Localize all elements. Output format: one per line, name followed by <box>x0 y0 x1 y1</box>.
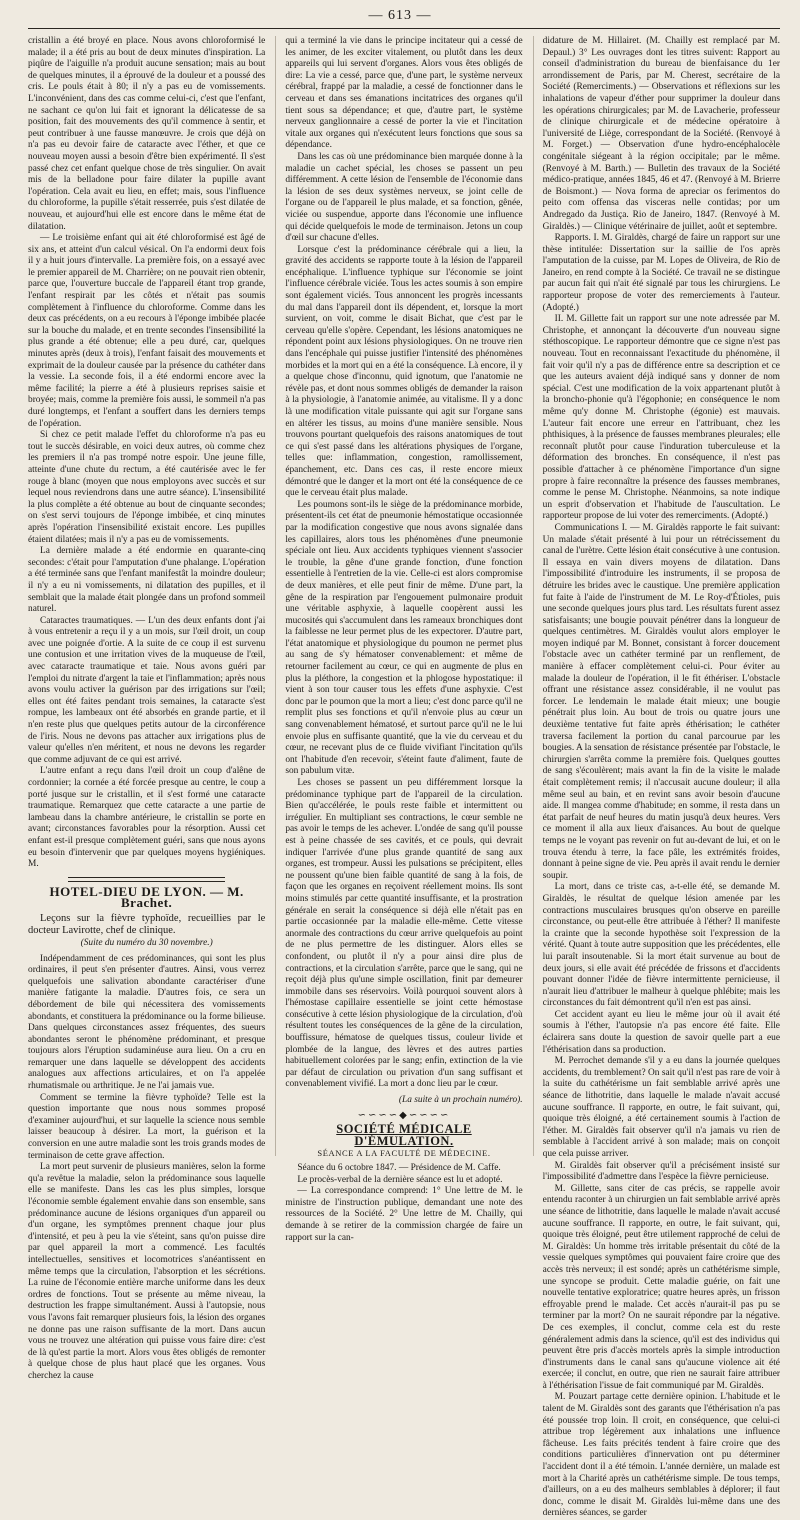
column-3 <box>533 36 780 1519</box>
paragraph: Communications I. — M. Giraldès rapporte le fait suivant: Un malade s'était présenté à lui pour un rétrécissement du canal de l'urètre. Cette lésion était consécutive à une contusion. Il essaya en vain divers moyens de dilatation. Dans l'impossibilité d'introduire les instruments, il se proposa de détruire les brides avec le caustique. Une première application fut faite à l'aide de l'instrument de M. Le Roy-d'Étioles, puis une seconde quelques jours plus tard. Les résultats furent assez satisfaisants; une bougie pouvait pénétrer dans la longueur de quelques centimètres. M. Giraldès voulut alors employer le moyen indiqué par M. Bonnet, consistant à forcer doucement l'obstacle avec un cathéter terminé par un renflement, de manière à effacer complètement celui-ci. Pour éviter au malade la douleur de l'opération, il le fit éthériser. L'obstacle offrant une résistance assez considérable, il ne voulut pas forcer. Le lendemain le malade était mieux; une bougie pénétrait plus loin. Au bout de trois ou quatre jours une deuxième tentative fut faite après éthérisation; le cathéter traversa facilement la portion du canal parcourue par les bougies. A la sensation de résistance présentée par l'obstacle, le chirurgien s'arrêta comme la première fois. Quelques gouttes de sang s'écoulèrent; mais avant la fin de la visite le malade était complètement remis; il n'accusait aucune douleur; il alla même seul au bain, et en revint sans avoir besoin d'aucune aide. Il mangea comme d'habitude; en somme, il resta dans un état parfait de neuf heures du matin jusqu'à deux heures. Vers ce moment il alla aux lieux d'aisances. Au bout de quelque temps ne le voyant pas revenir on fut au-devant de lui, et on le trouva étendu à terre, la face pâle, les extrémités froides, donnant à peine signe de vie. Peu après il avait rendu le dernier soupir. <box>542 522 780 881</box>
paragraph: L'autre enfant a reçu dans l'œil droit un coup d'alêne de cordonnier; la cornée a été forcée presque au centre, le coup a porté jusque sur le cristallin, et il s'est formé une cataracte traumatique. Remarquez que cette cataracte a une partie de lambeau dans la chambre antérieure, le cristallin se porte en avant; circonstances favorables pour la résorption. Aussi cet enfant est-il presque complètement guéri, sans que nous ayons eu besoin d'intervenir que par quelques moyens hygiéniques. M. <box>28 766 266 870</box>
paragraph: Dans les cas où une prédominance bien marquée donne à la maladie un cachet spécial, les choses se passent un peu différemment. A cette lésion de l'ensemble de l'économie dans la lésion de ses deux systèmes nerveux, se joint celle de l'organe ou de l'appareil le plus malade, et sa fonction, gênée, viciée ou suspendue, apporte dans l'économie une influence qui décide quelquefois le mode de terminaison. Jetons un coup d'œil sur chacune d'elles. <box>285 151 523 244</box>
ornament-divider: ∽∽∽∽◆∽∽∽∽ <box>357 1109 451 1121</box>
paragraph: II. M. Gillette fait un rapport sur une note adressée par M. Christophe, et annonçant la découverte d'un nouveau signe stéthoscopique. Le rapporteur démontre que ce signe n'est pas nouveau. Tout en reconnaissant l'exactitude du phénomène, il fait voir qu'il n'y a pas de différence entre sa description et ce que les auteurs avaient déjà indiqué sans y donner de nom spécial. C'est une modification de la voix appartenant plutôt à la broncho-phonie qu'à l'égophonie; en conséquence le nom même qu'y donne M. Christophe (égonie) est mauvais. L'auteur fait encore une erreur en l'attribuant, chez les phthisiques, à la présence de fausses membranes pleurales; elle reconnaît plutôt pour cause l'induration tuberculeuse et la déformation des bronches. En conséquence, il n'est pas possible d'attacher à ce phénomène l'importance d'un signe propre à faire reconnaître la présence des fausses membranes, comme le pense M. Christophe. Néanmoins, sa note indique un esprit d'observation et l'habitude de l'auscultation. Le rapporteur propose de lui voter des remerciments. (Adopté.) <box>542 314 780 522</box>
paragraph: Comment se termine la fièvre typhoïde? Telle est la question importante que nous nous sommes proposé d'examiner aujourd'hui, et sur laquelle la science nous semble laisser beaucoup à désirer. La mort, la guérison et la conversion en une autre maladie sont les trois grands modes de terminaison de cette grave affection. <box>28 1092 266 1161</box>
top-rule <box>28 28 780 29</box>
text-columns <box>28 36 780 1519</box>
page-number: — 613 — <box>368 8 432 23</box>
paragraph: Lorsque c'est la prédominance cérébrale qui a lieu, la gravité des accidents se rapporte toute à la lésion de l'appareil encéphalique. L'influence typhique sur l'économie se joint l'influence cérébrale viciée. Tous les actes soumis à son empire sont également viciés. Tous annoncent les progrès incessants du mal dans l'appareil dont ils dépendent, et, lorsque la mort survient, on voit, comme le disait Bichat, que c'est par le cerveau qu'elle s'opère. Cependant, les lésions anatomiques ne répondent point aux lésions physiologiques. On ne trouve rien dans l'encéphale qui puisse justifier l'intensité des phénomènes morbides et la mort qui en a été la conséquence. Là encore, il y a quelque chose d'inconnu, quid ignotum, que l'anatomie ne révèle pas, et dont nous sommes obligés de demander la raison à la physiologie, à l'anatomie animée, au vitalisme. Il y a donc là une modification vitale puissante qui agit sur l'organe sans en altérer les tissus, au moins d'une manière sensible. Nous trouvons pourtant quelquefois des raisons anatomiques de tout ce qui s'est passé dans les altérations physiques de l'organe, telles que: inflammation, congestion, ramollissement, épanchement, etc. Dans ces cas, il reste encore mieux démontré que le danger et la mort ont été la conséquence de ce que le cerveau était plus malade. <box>285 244 523 499</box>
society-subtitle: SÉANCE A LA FACULTÉ DE MÉDECINE. <box>317 1148 491 1159</box>
paragraph: La mort peut survenir de plusieurs manières, selon la forme qu'a revêtue la maladie, selon la prédominance sous laquelle elle se manifeste. Dans les cas les plus simples, lorsque l'économie semble également envahie dans son ensemble, sans prédominance aucune de lésions organiques d'un appareil ou d'un organe, les symptômes prennent chaque jour plus d'intensité, et peu à peu la vie s'éteint, sans qu'on puisse dire par quel appareil la mort a commencé. Les facultés intellectuelles, sensitives et locomotrices s'anéantissent en même temps que la circulation, l'absorption et les sécrétions. La ruine de l'économie entière marche uniforme dans les deux ordres de fonctions. Tout se présente au même niveau, la destruction les frappe simultanément. Aussi à l'autopsie, nous vous l'avons fait remarquer plusieurs fois, la lésion des organes ne donne pas une raison suffisante de la mort. Dans aucun vous ne trouvez une altération qui puisse vous faire dire: c'est de là qu'est partie la mort. Alors vous êtes obligés de remonter à quelque chose de plus haut placé que les organes. Vous cherchez la cause <box>28 1162 266 1381</box>
paragraph: Les choses se passent un peu différemment lorsque la prédominance typhique part de l'appareil de la circulation. Bien qu'accélérée, le pouls reste faible et intermittent ou irrégulier. En multipliant ses contractions, le cœur semble ne pas avoir le temps de les achever. L'ondée de sang qu'il pousse est à peine chassée de ses cavités, et ce pouls, qui devrait indiquer l'arrivée d'une plus grande quantité de sang aux organes, est trompeur. Aussi les pulsations se précipitent, elles ne poussent qu'une bien faible quantité de sang à la fois, de façon que les organes en reçoivent réellement moins. Ils sont moins stimulés par cette quantité insuffisante, et la prostration générale en serait la conséquence si déjà elle n'était pas en partie occasionnée par la maladie elle-même. Cette vitesse anormale des contractions du cœur arrive quelquefois au point de ne plus permettre de les distinguer. Alors elles se confondent, ou plutôt il n'y a pour ainsi dire plus de contractions, et la circulation s'arrête, parce que le sang, qui ne reçoit déjà plus qu'une simple oscillation, finit par demeurer immobile dans ses réservoirs. Voilà pourquoi souvent alors à l'hémostase capillaire essentielle se joint cette hémostase consécutive à cette lésion physiologique de la circulation, d'où résultent toutes les conséquences de la gêne de la circulation, bouffissure, hématose de quelques tissus, couleur livide et plombée de la langue, des lèvres et des autres parties habituellement colorées par le sang; enfin, extinction de la vie par défaut de circulation ou privation d'un sang suffisant et convenablement vivifié. La mort a donc lieu par le cœur. <box>285 778 523 1090</box>
hospital-title: HOTEL-DIEU DE LYON. — M. Brachet. <box>49 883 244 911</box>
paragraph: — Le troisième enfant qui ait été chloroformisé est âgé de six ans, et atteint d'un calcul vésical. On l'a endormi deux fois il y a huit jours d'intervalle. La première fois, on a essayé avec le premier appareil de M. Charrière; on ne pouvait rien obtenir, parce que, l'ouverture buccale de l'appareil étant trop grande, l'enfant respirait par les côtés et n'était pas soumis complètement à l'influence du chloroforme. Comme dans les deux cas précédents, on a eu recours à l'éponge imbibée placée sur la bouche du malade, et en trente secondes l'insensibilité la plus grande a été obtenue; elle a peu duré, car, quelques minutes après (deux à trois), l'enfant faisait des mouvements et exprimait de la douleur causée par la présence du cathéter dans la vessie. La seconde fois, il a été endormi encore avec la même facilité; la pierre a été à plusieurs reprises saisie et broyée; mais, comme la première fois aussi, le sommeil n'a pas duré longtemps, et l'enfant a souffert dans les derniers temps de l'opération. <box>28 233 266 429</box>
column-2 <box>275 36 523 1243</box>
paragraph: Les poumons sont-ils le siège de la prédominance morbide, présentent-ils cet état de pneumonie hémostatique occasionnée par la modification congestive que nous avons signalée dans les capillaires, alors tous les phénomènes d'une pneumonie spéciale ont lieu. Aux accidents typhiques viennent s'associer le trouble, la gêne d'une grande fonction, d'une fonction essentielle à l'entretien de la vie. Celle-ci est alors compromise de deux manières, et elle peut finir de même. D'une part, la gêne de la respiration par l'engouement pulmonaire produit une véritable asphyxie, à laquelle coopèrent aussi les mucosités qui s'accumulent dans les rameaux bronchiques dont la faiblesse ne leur permet plus de les expectorer. D'autre part, l'état anatomique et physiologique du poumon ne permet plus au sang de s'y hématoser convenablement: et même de retourner facilement au cœur, ce qui en augmente de plus en plus la pléthore, la congestion et la phlogose hypostatique: il vient à son tour causer tous les effets d'une asphyxie. C'est donc par le poumon que la mort a lieu; c'est donc parce qu'il ne remplit plus ses fonctions et qu'il n'envoie plus au cœur un sang convenablement hématosé, et surtout parce qu'il ne le lui envoie plus en suffisante quantité, que la vie du cerveau et du cœur, ne recevant plus de ce fluide vivifiant l'incitation qu'ils ont l'habitude d'en recevoir, s'éteint faute d'aliment, faute de son pabulum vitæ. <box>285 499 523 777</box>
paragraph: Si chez ce petit malade l'effet du chloroforme n'a pas eu tout le succès désirable, en voici deux autres, où comme chez les premiers il n'a pas trompé notre espoir. Une jeune fille, atteinte d'une chute du rectum, a été cautérisée avec le fer rouge à blanc (moyen que nous employons avec succès et sur lequel nous reviendrons dans une autre séance). L'insensibilité la plus complète a été obtenue au bout de cinquante secondes; on s'est servi toujours de l'éponge imbibée, et cinq minutes après l'opération l'insensibilité existait encore. Les pupilles étaient dilatées; mais il n'y a pas eu de vomissements. <box>28 430 266 545</box>
paragraph: Cet accident ayant eu lieu le même jour où il avait été soumis à l'éther, l'autopsie n'a pas encore été faite. Elle éclairera sans doute la question de savoir quelle part a eue l'éthérisation dans sa production. <box>542 1009 780 1055</box>
paragraph: Rapports. I. M. Giraldès, chargé de faire un rapport sur une thèse intitulée: Dissertation sur la saillie de l'os après l'amputation de la cuisse, par M. Lopes de Oliveira, de Rio de Janeiro, en rend compte à la Société. Ce travail ne se distingue par aucun fait qui n'ait été signalé par tous les chirurgiens. Le rapporteur propose de voter des remerciements à l'auteur. (Adopté.) <box>542 233 780 313</box>
paragraph: Cataractes traumatiques. — L'un des deux enfants dont j'ai à vous entretenir a reçu il y a un mois, sur l'œil droit, un coup avec une poignée d'ortie. A la suite de ce coup il est survenu une contusion et une irritation vives de la muqueuse de l'œil, avec cataracte traumatique et taie. Nous avons guéri par l'emploi du nitrate d'argent la taie et l'inflammation; après nous avons voulu activer la guérison par des irrigations sur l'œil; elles ont été faites pendant trois semaines, la cataracte s'est rompue, les lambeaux ont été absorbés en grande partie, et il n'en reste plus que quelques petits autour de la circonférence de l'iris. Nous ne devons pas attacher aux irrigations plus de valeur qu'elles n'en méritent, et nous ne devons les regarder que comme adjuvant de ce qui est arrivé. <box>28 615 266 765</box>
paragraph: qui a terminé la vie dans le principe incitateur qui a cessé de les animer, de les exciter vitalement, ou plutôt dans les deux appareils qui lui servent d'organes. Alors vous êtes obligés de dire: La vie a cessé, parce que, d'une part, le système nerveux cérébral, frappé par la maladie, a cessé de fonctionner dans le cerveau et dans ses émanations incitatrices des organes qu'il tient sous sa dépendance; et que, d'autre part, le système nerveux ganglionnaire a cessé de porter la vie et l'incitation vitale aux organes qui n'exécutent leurs fonctions que sous sa dépendance. <box>285 36 523 151</box>
paragraph: M. Giraldès fait observer qu'il a précisément insisté sur l'impossibilité d'admettre dans l'espèce la fièvre pernicieuse. <box>542 1160 780 1183</box>
seance-line: Séance du 6 octobre 1847. — Présidence de M. Caffe. <box>297 1163 501 1173</box>
section-divider <box>68 877 225 882</box>
lecture-title: Leçons sur la fièvre typhoïde, recueillies par le docteur Lavirotte, chef de clinique. <box>28 912 266 936</box>
paragraph: M. Gillette, sans citer de cas précis, se rappelle avoir entendu raconter à un chirurgien un fait semblable arrivé après une séance de lithotritie, dans laquelle le malade n'avait accusé aucune souffrance. Il rapporte, en outre, le fait suivant, qui, quoique très éloigné, peut être utilement rapproché de celui de M. Giraldès: Un homme très irritable présentait du côté de la vessie quelques symptômes qui pouvaient faire croire que des accès très nerveux; il est sondé; après un cathétérisme simple, une syncope se produit. Cette maladie guérie, on fait une nouvelle tentative exploratrice; quatre heures après, un frisson effroyable prend le malade. Cet accès n'aurait-il pas pu se terminer par la mort? On ne saurait répondre par la négative. De ces exemples, il conclut, comme cela est du reste généralement admis dans la science, qu'il est des individus qui peuvent être pris d'accès mortels après la simple introduction d'instruments dans le canal sans qu'aucune violence ait été exercée; il conclut, en outre, que rien ne saurait faire attribuer à l'éthérisation l'issue de fait communiqué par M. Giraldès. <box>542 1183 780 1391</box>
paragraph: Indépendamment de ces prédominances, qui sont les plus ordinaires, il peut s'en présenter d'autres. Ainsi, vous verrez quelquefois une salivation abondante caractériser d'une manière fatigante la maladie. D'autres fois, ce sera un débordement de bile qui nécessitera des vomissements abondants, et constituera la prédominance ou la forme bilieuse. Dans quelques circonstances assez fréquentes, des sueurs abondantes seront le phénomène prédominant, et presque toujours alors l'éruption sudaminéuse aura lieu. On a cru en remarquer une dans laquelle se développent des accidents analogues aux affections articulaires, et on l'a appelée rhumatismale ou arthritique. Je ne l'ai jamais vue. <box>28 953 266 1092</box>
paragraph: — La correspondance comprend: 1° Une lettre de M. le ministre de l'instruction publique, demandant une note des ressources de la Société. 2° Une lettre de M. Chailly, qui demande à se retirer de la commission chargée de faire un rapport sur la can- <box>285 1186 523 1243</box>
paragraph: M. Pouzart partage cette dernière opinion. L'habitude et le talent de M. Giraldès sont des garants que l'éthérisation n'a pas été poussée trop loin. Il croit, en conséquence, que celui-ci attribue trop légèrement aux inhalations une influence fâcheuse. Les faits précités tendent à faire croire que des conditions particulières d'innervation ont pu déterminer l'accident dont il a été témoin. L'année dernière, un malade est mort à la Charité après un cathétérisme simple. De tous temps, d'ailleurs, on a eu des malheurs semblables à déplorer; il faut donc, comme le disait M. Giraldès lui-même dans une des dernières séances, se garder <box>542 1392 780 1519</box>
paragraph: didature de M. Hillairet. (M. Chailly est remplacé par M. Depaul.) 3° Les ouvrages dont les titres suivent: Rapport au conseil d'administration du bureau de bienfaisance du 1er arrondissement de Paris, par M. Cherest, secrétaire de la Société (Remerciments.) — Observations et réflexions sur les inhalations de vapeur d'éther pour supprimer la douleur dans les opérations chirurgicales; par M. de Lavacherie, professeur de clinique chirurgicale et de médecine opératoire à l'université de Liège, correspondant de la Société. (Renvoyé à M. Forget.) — Observation d'une hydro-encéphalocèle congénitale siégeant à la région occipitale; par le même. (Renvoyé à M. Barth.) — Bulletin des travaux de la Société médico-pratique, années 1845, 46 et 47. (Renvoyé à M. Brierre de Boismont.) — Nova forma de apreciar os ferimentos do peito com offensa das visceras nelle contidas; por um Andregado da Justiça. Rio de Janeiro, 1847. (Renvoyé à M. Giraldès.) — Clinique vétérinaire de juillet, août et septembre. <box>542 36 780 232</box>
paragraph: cristallin a été broyé en place. Nous avons chloroformisé le malade; il a été pris au bout de deux minutes d'inspiration. La piqûre de l'aiguille n'a produit aucune sensation; mais au bout de quelques minutes, il a éprouvé de la douleur et a poussé des cris. Le pouls était à 80; il n'y a pas eu de vomissements. L'inconvénient, dans des cas comme celui-ci, c'est que l'enfant, ne sachant ce qu'on lui fait et ignorant la délicatesse de sa position, fait des mouvements des qu'il commence à sentir, et peut contribuer à une fausse manœuvre. Je crois que déjà on n'a pas eu devoir faire de cataracte avec l'éther, et que ce nouveau moyen aussi a besoin d'être bien expérimenté. Il s'est passé chez cet enfant quelque chose de très singulier. On avait mis de la belladone pour faire dilater la pupille avant l'opération. Cela avait eu lieu, en effet; mais, sous l'influence du chloroforme, la pupille s'était resserrée, puis s'est dilatée de nouveau, et aujourd'hui elle est encore dans le même état de dilatation. <box>28 36 266 232</box>
society-title: SOCIÉTÉ MÉDICALE D'ÉMULATION. <box>336 1122 472 1148</box>
continued-note: (Suite du numéro du 30 novembre.) <box>80 937 213 948</box>
paragraph: La dernière malade a été endormie en quarante-cinq secondes: c'était pour l'amputation d'une phalange. L'opération a été terminée sans que l'enfant manifestât la moindre douleur; il n'y a eu ni vomissements, ni dilatation des pupilles, et il semblait que la malade était plongée dans un profond sommeil naturel. <box>28 546 266 615</box>
paragraph: M. Perrochet demande s'il y a eu dans la journée quelques accidents, du tremblement? On sait qu'il n'est pas rare de voir à la suite du cathétérisme un fait semblable arrivé après une séance de lithotritie, dans laquelle le malade n'avait accusé aucune souffrance. Il rapporte, en outre, le fait suivant, qui, quoique très éloigné, a été certainement soumis à l'action de l'éther. M. Giraldès fait observer qu'il n'a jamais vu rien de semblable à l'accident arrivé à son malade; mais on conçoit que cela puisse arriver. <box>542 1056 780 1159</box>
paragraph: La mort, dans ce triste cas, a-t-elle été, se demande M. Giraldès, le résultat de quelque lésion amenée par les contractions musculaires brusques qu'on observe en pareille circonstance, ou peut-elle être attribuée à l'éther? Il manifeste la crainte que la seconde hypothèse soit l'expression de la vérité. Quant à toute autre supposition que les précédentes, elle lui paraît insoutenable. Si la mort était survenue au bout de deux jours, si elle avait été précédée de frissons et d'accidents pouvant donner l'idée de fièvre intermittente pernicieuse, il n'aurait lieu d'attribuer le malheur à quelque phlébite; mais les circonstances du fait démontrent qu'il n'en est pas ainsi. <box>542 882 780 1009</box>
paragraph: Le procès-verbal de la dernière séance est lu et adopté. <box>297 1174 503 1185</box>
column-1 <box>28 36 266 1381</box>
to-follow-note: (La suite à un prochain numéro). <box>398 1095 523 1106</box>
